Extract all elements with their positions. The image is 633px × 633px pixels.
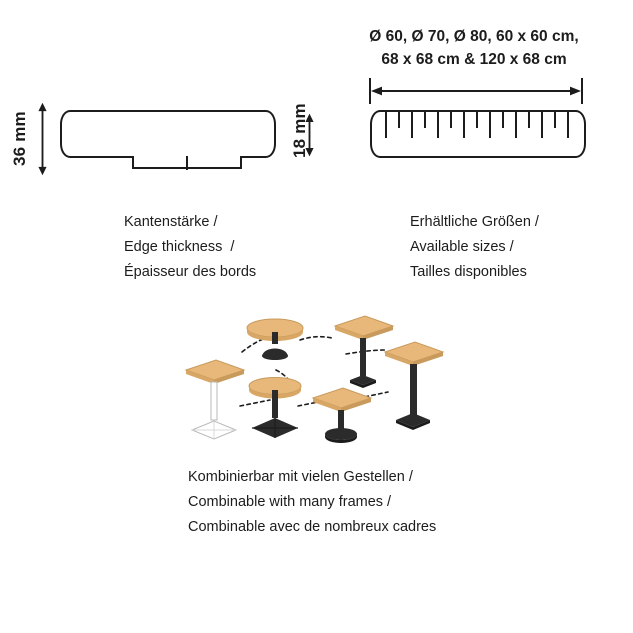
caption-edge-de: Kantenstärke / <box>124 214 218 230</box>
panel-edge-thickness <box>0 0 316 300</box>
panel-available-sizes <box>316 0 633 300</box>
table-square-dark-disc <box>313 388 371 443</box>
sizes-title-line1: Ø 60, Ø 70, Ø 80, 60 x 60 cm, <box>369 28 579 45</box>
table-square-tall-column <box>385 342 443 430</box>
table-frames-illustration <box>180 310 470 465</box>
ruler-ticks-icon <box>370 110 586 158</box>
sizes-title-line2: 68 x 68 cm & 120 x 68 cm <box>381 51 567 68</box>
panel-combinable-frames <box>0 300 633 633</box>
caption-combine-en: Combinable with many frames / <box>188 494 392 510</box>
caption-sizes-en: Available sizes / <box>410 239 514 255</box>
caption-sizes-de: Erhältliche Größen / <box>410 214 539 230</box>
caption-edge-en: Edge thickness / <box>124 239 235 255</box>
caption-combine-de: Kombinierbar mit vielen Gestellen / <box>188 469 413 485</box>
table-round-dark-trumpet <box>247 319 303 360</box>
caption-sizes-fr: Tailles disponibles <box>410 264 527 280</box>
table-round-dark-star <box>249 378 301 439</box>
tabletop-side-view <box>60 110 276 158</box>
arrow-36mm-icon <box>36 100 49 178</box>
caption-combine-fr: Combinable avec de nombreux cadres <box>188 519 437 535</box>
foot-center-line <box>185 156 189 170</box>
table-square-white-cross <box>186 360 244 439</box>
dimension-label-36mm: 36 mm <box>10 111 29 167</box>
dimension-label-18mm: 18 mm <box>290 103 309 158</box>
caption-edge-fr: Épaisseur des bords <box>124 264 257 280</box>
width-arrow-icon <box>366 78 586 106</box>
